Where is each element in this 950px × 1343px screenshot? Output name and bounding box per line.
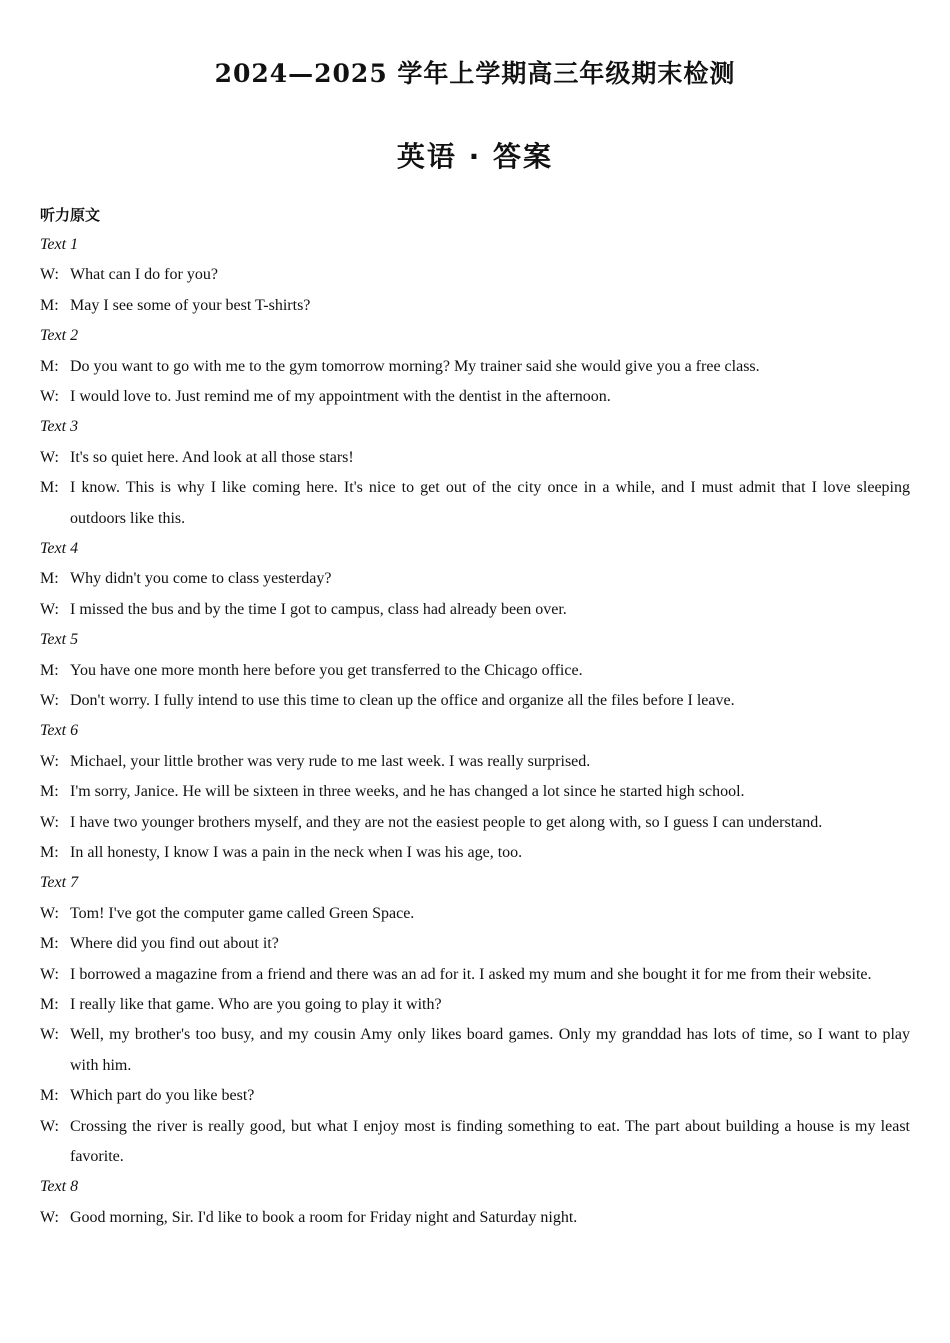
dialogue-line: [40, 990, 910, 1020]
listening-transcript: [40, 230, 910, 1233]
dialogue-line: [40, 747, 910, 777]
speaker-label: M:: [40, 935, 59, 953]
dialogue-line: [40, 382, 910, 412]
text-block: [40, 534, 910, 625]
speaker-label: W:: [40, 266, 59, 284]
utterance-text: Don't worry. I fully intend to use this time to clean up the office and organize all the files before I leave.: [70, 692, 735, 710]
utterance-text: What can I do for you?: [70, 266, 218, 284]
dialogue-line: [40, 808, 910, 838]
text-label: Text 2: [40, 327, 79, 345]
utterance-text: I really like that game. Who are you going to play it with?: [70, 996, 442, 1014]
dialogue-line: [40, 564, 910, 594]
dialogue-line: [40, 960, 910, 990]
speaker-label: W:: [40, 752, 59, 770]
dialogue-line: [40, 260, 910, 290]
speaker-label: M:: [40, 844, 59, 862]
speaker-label: W:: [40, 692, 59, 710]
speaker-label: W:: [40, 1026, 59, 1044]
speaker-label: M:: [40, 996, 59, 1014]
dialogue-line: [40, 443, 910, 473]
text-label: Text 3: [40, 418, 79, 436]
dialogue-line: [40, 1112, 910, 1173]
utterance-text: I would love to. Just remind me of my appointment with the dentist in the afternoon.: [70, 388, 611, 405]
utterance-text: It's so quiet here. And look at all those stars!: [70, 448, 354, 466]
utterance-text: I know. This is why I like coming here. It's nice to get out of the city once in a while, and I must admit that I love sleeping outdoors like this.: [70, 479, 910, 527]
dialogue-line: [40, 473, 910, 534]
dialogue-line: [40, 686, 910, 716]
speaker-label: W:: [40, 448, 59, 466]
section-heading: 听力原文: [40, 206, 101, 224]
text-block: [40, 625, 910, 716]
page-title: 2024—2025 学年上学期高三年级期末检测: [214, 59, 736, 88]
dialogue-line: [40, 1081, 910, 1111]
dialogue-line: [40, 899, 910, 929]
speaker-label: M:: [40, 570, 59, 588]
dialogue-line: [40, 777, 910, 807]
speaker-label: W:: [40, 904, 59, 922]
utterance-text: You have one more month here before you get transferred to the Chicago office.: [70, 661, 583, 679]
dialogue-line: [40, 595, 910, 625]
utterance-text: I missed the bus and by the time I got to campus, class had already been over.: [70, 600, 567, 618]
speaker-label: M:: [40, 1087, 59, 1105]
speaker-label: W:: [40, 1117, 59, 1135]
utterance-text: I'm sorry, Janice. He will be sixteen in three weeks, and he has changed a lot since he started high school.: [70, 783, 745, 801]
speaker-label: W:: [40, 813, 59, 831]
utterance-text: Well, my brother's too busy, and my cousin Amy only likes board games. Only my granddad has lots of time, so I want to play with him.: [70, 1026, 910, 1074]
utterance-text: Crossing the river is really good, but what I enjoy most is finding something to eat. The part about building a house is my least favorite.: [70, 1117, 910, 1166]
text-block: [40, 230, 910, 321]
text-block: [40, 321, 910, 412]
speaker-label: W:: [40, 1208, 59, 1226]
utterance-text: In all honesty, I know I was a pain in the neck when I was his age, too.: [70, 844, 523, 862]
text-label: Text 7: [40, 874, 79, 892]
utterance-text: May I see some of your best T-shirts?: [70, 296, 311, 314]
text-block: [40, 716, 910, 868]
utterance-text: Which part do you like best?: [70, 1087, 255, 1105]
speaker-label: M:: [40, 479, 59, 497]
speaker-label: M:: [40, 357, 59, 375]
text-label: Text 1: [40, 236, 79, 253]
dialogue-line: [40, 291, 910, 321]
dialogue-line: [40, 838, 910, 868]
text-block: [40, 868, 910, 1172]
utterance-text: Why didn't you come to class yesterday?: [70, 570, 332, 588]
utterance-text: I have two younger brothers myself, and they are not the easiest people to get along with, so I guess I can understand.: [70, 813, 823, 831]
utterance-text: Where did you find out about it?: [70, 935, 279, 953]
text-label: Text 8: [40, 1178, 79, 1196]
text-label: Text 6: [40, 722, 79, 740]
utterance-text: Good morning, Sir. I'd like to book a room for Friday night and Saturday night.: [70, 1208, 578, 1226]
utterance-text: Tom! I've got the computer game called Green Space.: [70, 904, 415, 922]
dialogue-line: [40, 929, 910, 959]
text-block: [40, 1172, 910, 1233]
page-subtitle: 英语 · 答案: [396, 140, 554, 173]
utterance-text: I borrowed a magazine from a friend and there was an ad for it. I asked my mum and she bought it for me from their website.: [70, 965, 872, 983]
dialogue-line: [40, 352, 910, 382]
dialogue-line: [40, 656, 910, 686]
speaker-label: W:: [40, 388, 59, 405]
text-label: Text 4: [40, 540, 79, 558]
speaker-label: M:: [40, 661, 59, 679]
speaker-label: M:: [40, 783, 59, 801]
speaker-label: W:: [40, 965, 59, 983]
utterance-text: Do you want to go with me to the gym tomorrow morning? My trainer said she would give you a free class.: [70, 357, 760, 375]
dialogue-line: [40, 1203, 910, 1233]
utterance-text: Michael, your little brother was very rude to me last week. I was really surprised.: [70, 752, 591, 770]
speaker-label: W:: [40, 600, 59, 618]
text-block: [40, 412, 910, 534]
text-label: Text 5: [40, 631, 79, 649]
dialogue-line: [40, 1020, 910, 1081]
speaker-label: M:: [40, 296, 59, 314]
